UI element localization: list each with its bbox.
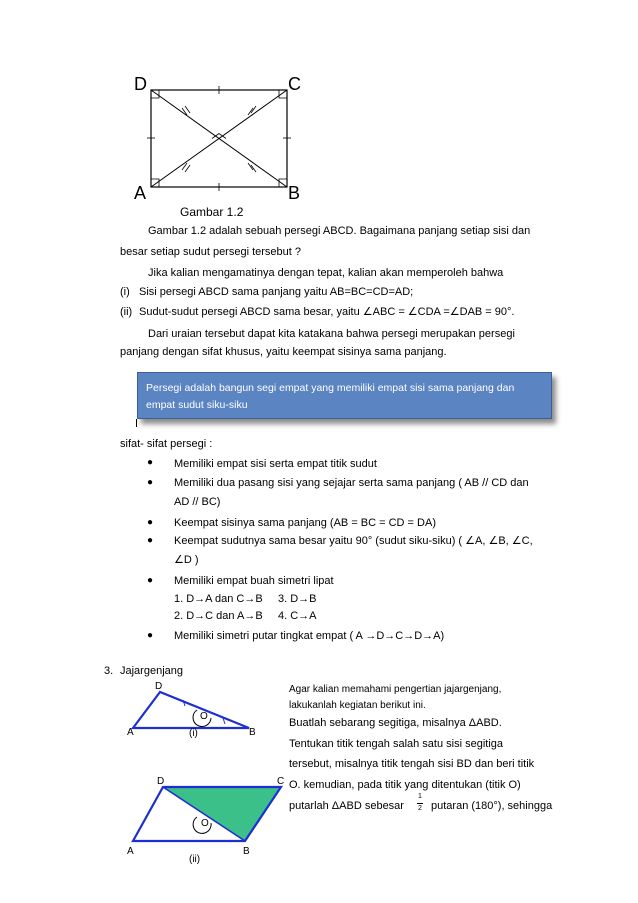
vertex-label-d: D [134, 74, 147, 94]
item-i-marker: (i) [120, 286, 130, 298]
parallelogram-figure [125, 775, 290, 865]
section-text-1: Agar kalian memahami pengertian jajargenjang, [289, 684, 502, 695]
section-text-7b: putaran (180°), sehingga [431, 800, 553, 812]
vertex-label-c: C [288, 74, 301, 94]
fraction-bar [417, 803, 423, 804]
bullet-icon: ● [147, 477, 154, 488]
triangle-tag: (i) [189, 728, 198, 739]
parallelogram-label-b: B [243, 846, 250, 857]
square-figure [130, 70, 310, 205]
callout-line-2: empat sudut siku-siku [146, 399, 248, 411]
section-text-6: O. kemudian, pada titik yang ditentukan (titik O) [289, 779, 521, 791]
triangle-label-b: B [249, 727, 256, 738]
conclusion-line-2: panjang dengan sifat khusus, yaitu keempat sisinya sama panjang. [120, 346, 447, 358]
property-4b: ∠D ) [174, 554, 199, 566]
section-text-4: Tentukan titik tengah salah satu sisi segitiga [289, 738, 504, 750]
callout-line-1: Persegi adalah bangun segi empat yang memiliki empat sisi sama panjang dan [146, 382, 515, 394]
property-6: Memiliki simetri putar tingkat empat ( A →D→C→D→A) [174, 630, 445, 642]
properties-heading: sifat- sifat persegi : [120, 438, 213, 450]
item-ii-text: Sudut-sudut persegi ABCD sama besar, yaitu ∠ABC = ∠CDA =∠DAB = 90°. [139, 306, 515, 318]
parallelogram-label-o: O [201, 818, 209, 829]
item-i-text: Sisi persegi ABCD sama panjang yaitu AB=BC=CD=AD; [139, 286, 414, 298]
section-text-3: Buatlah sebarang segitiga, misalnya ΔABD. [289, 717, 502, 729]
section-title: Jajargenjang [120, 665, 183, 677]
bullet-icon: ● [147, 575, 154, 586]
triangle-label-d: D [155, 681, 163, 692]
property-2b: AD // BC) [174, 496, 221, 508]
vertex-label-a: A [134, 183, 147, 203]
definition-callout [137, 372, 552, 419]
section-text-7a: putarlah ΔABD sebesar [289, 800, 404, 812]
bullet-icon: ● [147, 630, 154, 641]
triangle-figure [125, 680, 290, 740]
intro-line-1: Gambar 1.2 adalah sebuah persegi ABCD. Bagaimana panjang setiap sisi dan [148, 225, 531, 237]
fraction-numerator: 1 [418, 793, 422, 800]
intro-line-3: Jika kalian mengamatinya dengan tepat, kalian akan memperoleh bahwa [148, 267, 504, 279]
bullet-icon: ● [147, 517, 154, 528]
triangle-label-a: A [127, 727, 134, 738]
symmetry-1: 1. D→A dan C→B [174, 593, 263, 605]
property-2a: Memiliki dua pasang sisi yang sejajar serta sama panjang ( AB // CD dan [174, 477, 529, 489]
parallelogram-label-d: D [157, 776, 165, 787]
symmetry-4: 4. C→A [278, 610, 317, 622]
square-diagram [130, 70, 310, 205]
figure-caption: Gambar 1.2 [180, 205, 244, 219]
property-3: Keempat sisinya sama panjang (AB = BC = CD = DA) [174, 517, 436, 529]
parallelogram-label-a: A [127, 846, 134, 857]
conclusion-line-1: Dari uraian tersebut dapat kita katakana bahwa persegi merupakan persegi [148, 328, 515, 340]
vertex-label-b: B [288, 183, 301, 203]
bullet-icon: ● [147, 457, 154, 468]
section-number: 3. [104, 665, 114, 677]
property-4a: Keempat sudutnya sama besar yaitu 90° (sudut siku-siku) ( ∠A, ∠B, ∠C, [174, 535, 533, 547]
intro-line-2: besar setiap sudut persegi tersebut ? [120, 246, 302, 258]
callout-divider [136, 419, 137, 427]
symmetry-3: 3. D→B [278, 593, 317, 605]
symmetry-2: 2. D→C dan A→B [174, 610, 263, 622]
property-5: Memiliki empat buah simetri lipat [174, 575, 334, 587]
fraction-denominator: 2 [418, 805, 422, 812]
property-1: Memiliki empat sisi serta empat titik sudut [174, 458, 377, 470]
parallelogram-label-c: C [277, 776, 285, 787]
parallelogram-tag: (ii) [189, 854, 201, 865]
section-text-5: tersebut, misalnya titik tengah sisi BD dan beri titik [289, 758, 535, 770]
item-ii-marker: (ii) [120, 306, 133, 318]
bullet-icon: ● [147, 535, 154, 546]
section-text-2: lakukanlah kegiatan berikut ini. [289, 700, 426, 711]
triangle-label-o: O [200, 711, 208, 722]
